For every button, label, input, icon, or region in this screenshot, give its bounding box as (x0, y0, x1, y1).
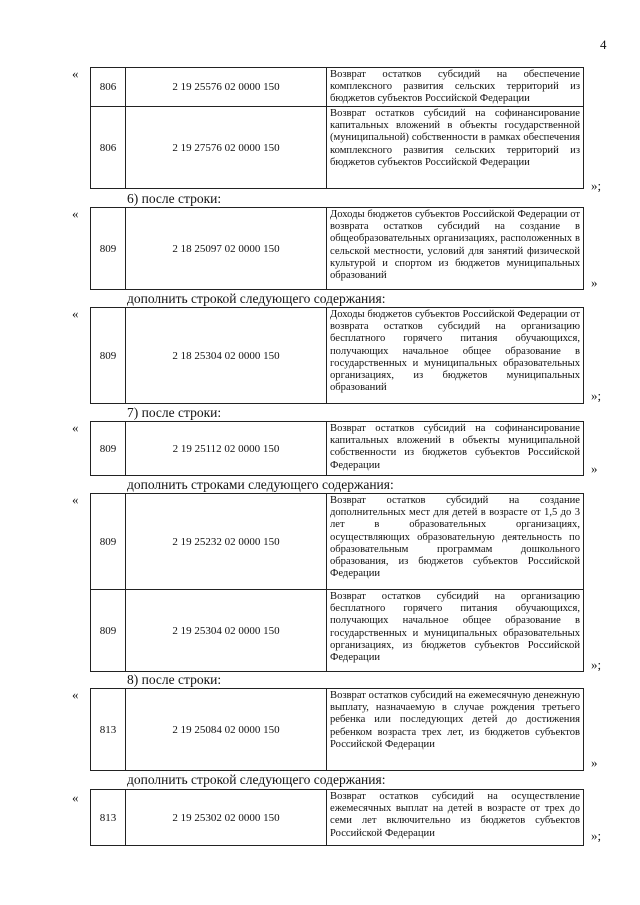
open-quote: « (72, 66, 79, 81)
kbk-code: 2 19 25302 02 0000 150 (126, 790, 327, 846)
close-quote: » (591, 461, 598, 476)
admin-code: 809 (91, 422, 126, 476)
table-row (91, 689, 584, 771)
kbk-code: 2 19 25304 02 0000 150 (126, 590, 327, 672)
kbk-code: 2 19 25232 02 0000 150 (126, 494, 327, 590)
close-quote: » (591, 275, 598, 290)
page-number: 4 (600, 37, 607, 52)
row-description: Возврат остатков субсидий на обеспечение комплексного развития сельских территорий из бюджетов субъектов Российской Федерации (327, 68, 584, 107)
section-heading: дополнить строками следующего содержания: (127, 477, 394, 492)
close-quote: »; (591, 388, 602, 403)
section-heading: 7) после строки: (127, 405, 222, 420)
row-description: Возврат остатков субсидий на осуществление ежемесячных выплат на детей в возрасте от трех до семи лет включительно из бюджетов субъектов Российской Федерации (327, 790, 584, 846)
open-quote: « (72, 206, 79, 221)
close-quote: »; (591, 828, 602, 843)
row-description: Доходы бюджетов субъектов Российской Федерации от возврата остатков субсидий на организацию бесплатного горячего питания обучающихся, получающих начальное общее образование в государственных и муниципальных образовательных организациях, из бюджетов муниципальных образований (327, 308, 584, 404)
table-row (91, 590, 584, 672)
table-row (91, 107, 584, 189)
section-heading: 6) после строки: (127, 191, 222, 206)
kbk-code: 2 19 25112 02 0000 150 (126, 422, 327, 476)
admin-code: 813 (91, 790, 126, 846)
kbk-code: 2 18 25304 02 0000 150 (126, 308, 327, 404)
open-quote: « (72, 306, 79, 321)
admin-code: 806 (91, 68, 126, 107)
row-description: Доходы бюджетов субъектов Российской Федерации от возврата остатков субсидий на создание в общеобразовательных организациях, расположенных в сельской местности, условий для занятий физической культурой и спортом из бюджетов муниципальных образований (327, 208, 584, 290)
row-description: Возврат остатков субсидий на ежемесячную денежную выплату, назначаемую в случае рождения третьего ребенка или последующих детей до достижения ребенком возраста трех лет, из бюджетов субъектов Российской Федерации (327, 689, 584, 771)
open-quote: « (72, 687, 79, 702)
code-table (90, 493, 584, 672)
admin-code: 809 (91, 208, 126, 290)
code-table (90, 67, 584, 189)
admin-code: 806 (91, 107, 126, 189)
close-quote: » (591, 755, 598, 770)
code-table (90, 307, 584, 404)
open-quote: « (72, 420, 79, 435)
admin-code: 809 (91, 308, 126, 404)
admin-code: 809 (91, 494, 126, 590)
table-row (91, 308, 584, 404)
row-description: Возврат остатков субсидий на организацию бесплатного горячего питания обучающихся, получающих начальное общее образование в государственных и муниципальных образовательных организациях, из бюджетов субъектов Российской Федерации (327, 590, 584, 672)
kbk-code: 2 19 27576 02 0000 150 (126, 107, 327, 189)
row-description: Возврат остатков субсидий на софинансирование капитальных вложений в объекты государственной (муниципальной) собственности в рамках обеспечения комплексного развития сельских территорий из бюджетов субъектов Российской Федерации (327, 107, 584, 189)
section-heading: дополнить строкой следующего содержания: (127, 772, 386, 787)
kbk-code: 2 19 25084 02 0000 150 (126, 689, 327, 771)
row-description: Возврат остатков субсидий на софинансирование капитальных вложений в объекты муниципальной собственности из бюджетов субъектов Российской Федерации (327, 422, 584, 476)
table-row (91, 208, 584, 290)
admin-code: 809 (91, 590, 126, 672)
code-table (90, 421, 584, 476)
section-heading: дополнить строкой следующего содержания: (127, 291, 386, 306)
code-table (90, 688, 584, 771)
table-row (91, 68, 584, 107)
code-table (90, 207, 584, 290)
table-row (91, 494, 584, 590)
open-quote: « (72, 790, 79, 805)
code-table (90, 789, 584, 846)
section-heading: 8) после строки: (127, 672, 222, 687)
kbk-code: 2 19 25576 02 0000 150 (126, 68, 327, 107)
admin-code: 813 (91, 689, 126, 771)
table-row (91, 422, 584, 476)
table-row (91, 790, 584, 846)
close-quote: »; (591, 178, 602, 193)
row-description: Возврат остатков субсидий на создание дополнительных мест для детей в возрасте от 1,5 до 3 лет в образовательных организациях, осуществляющих образовательную деятельность по образовательным программам дошкольного образования, из бюджетов субъектов Российской Федерации (327, 494, 584, 590)
close-quote: »; (591, 657, 602, 672)
kbk-code: 2 18 25097 02 0000 150 (126, 208, 327, 290)
open-quote: « (72, 492, 79, 507)
